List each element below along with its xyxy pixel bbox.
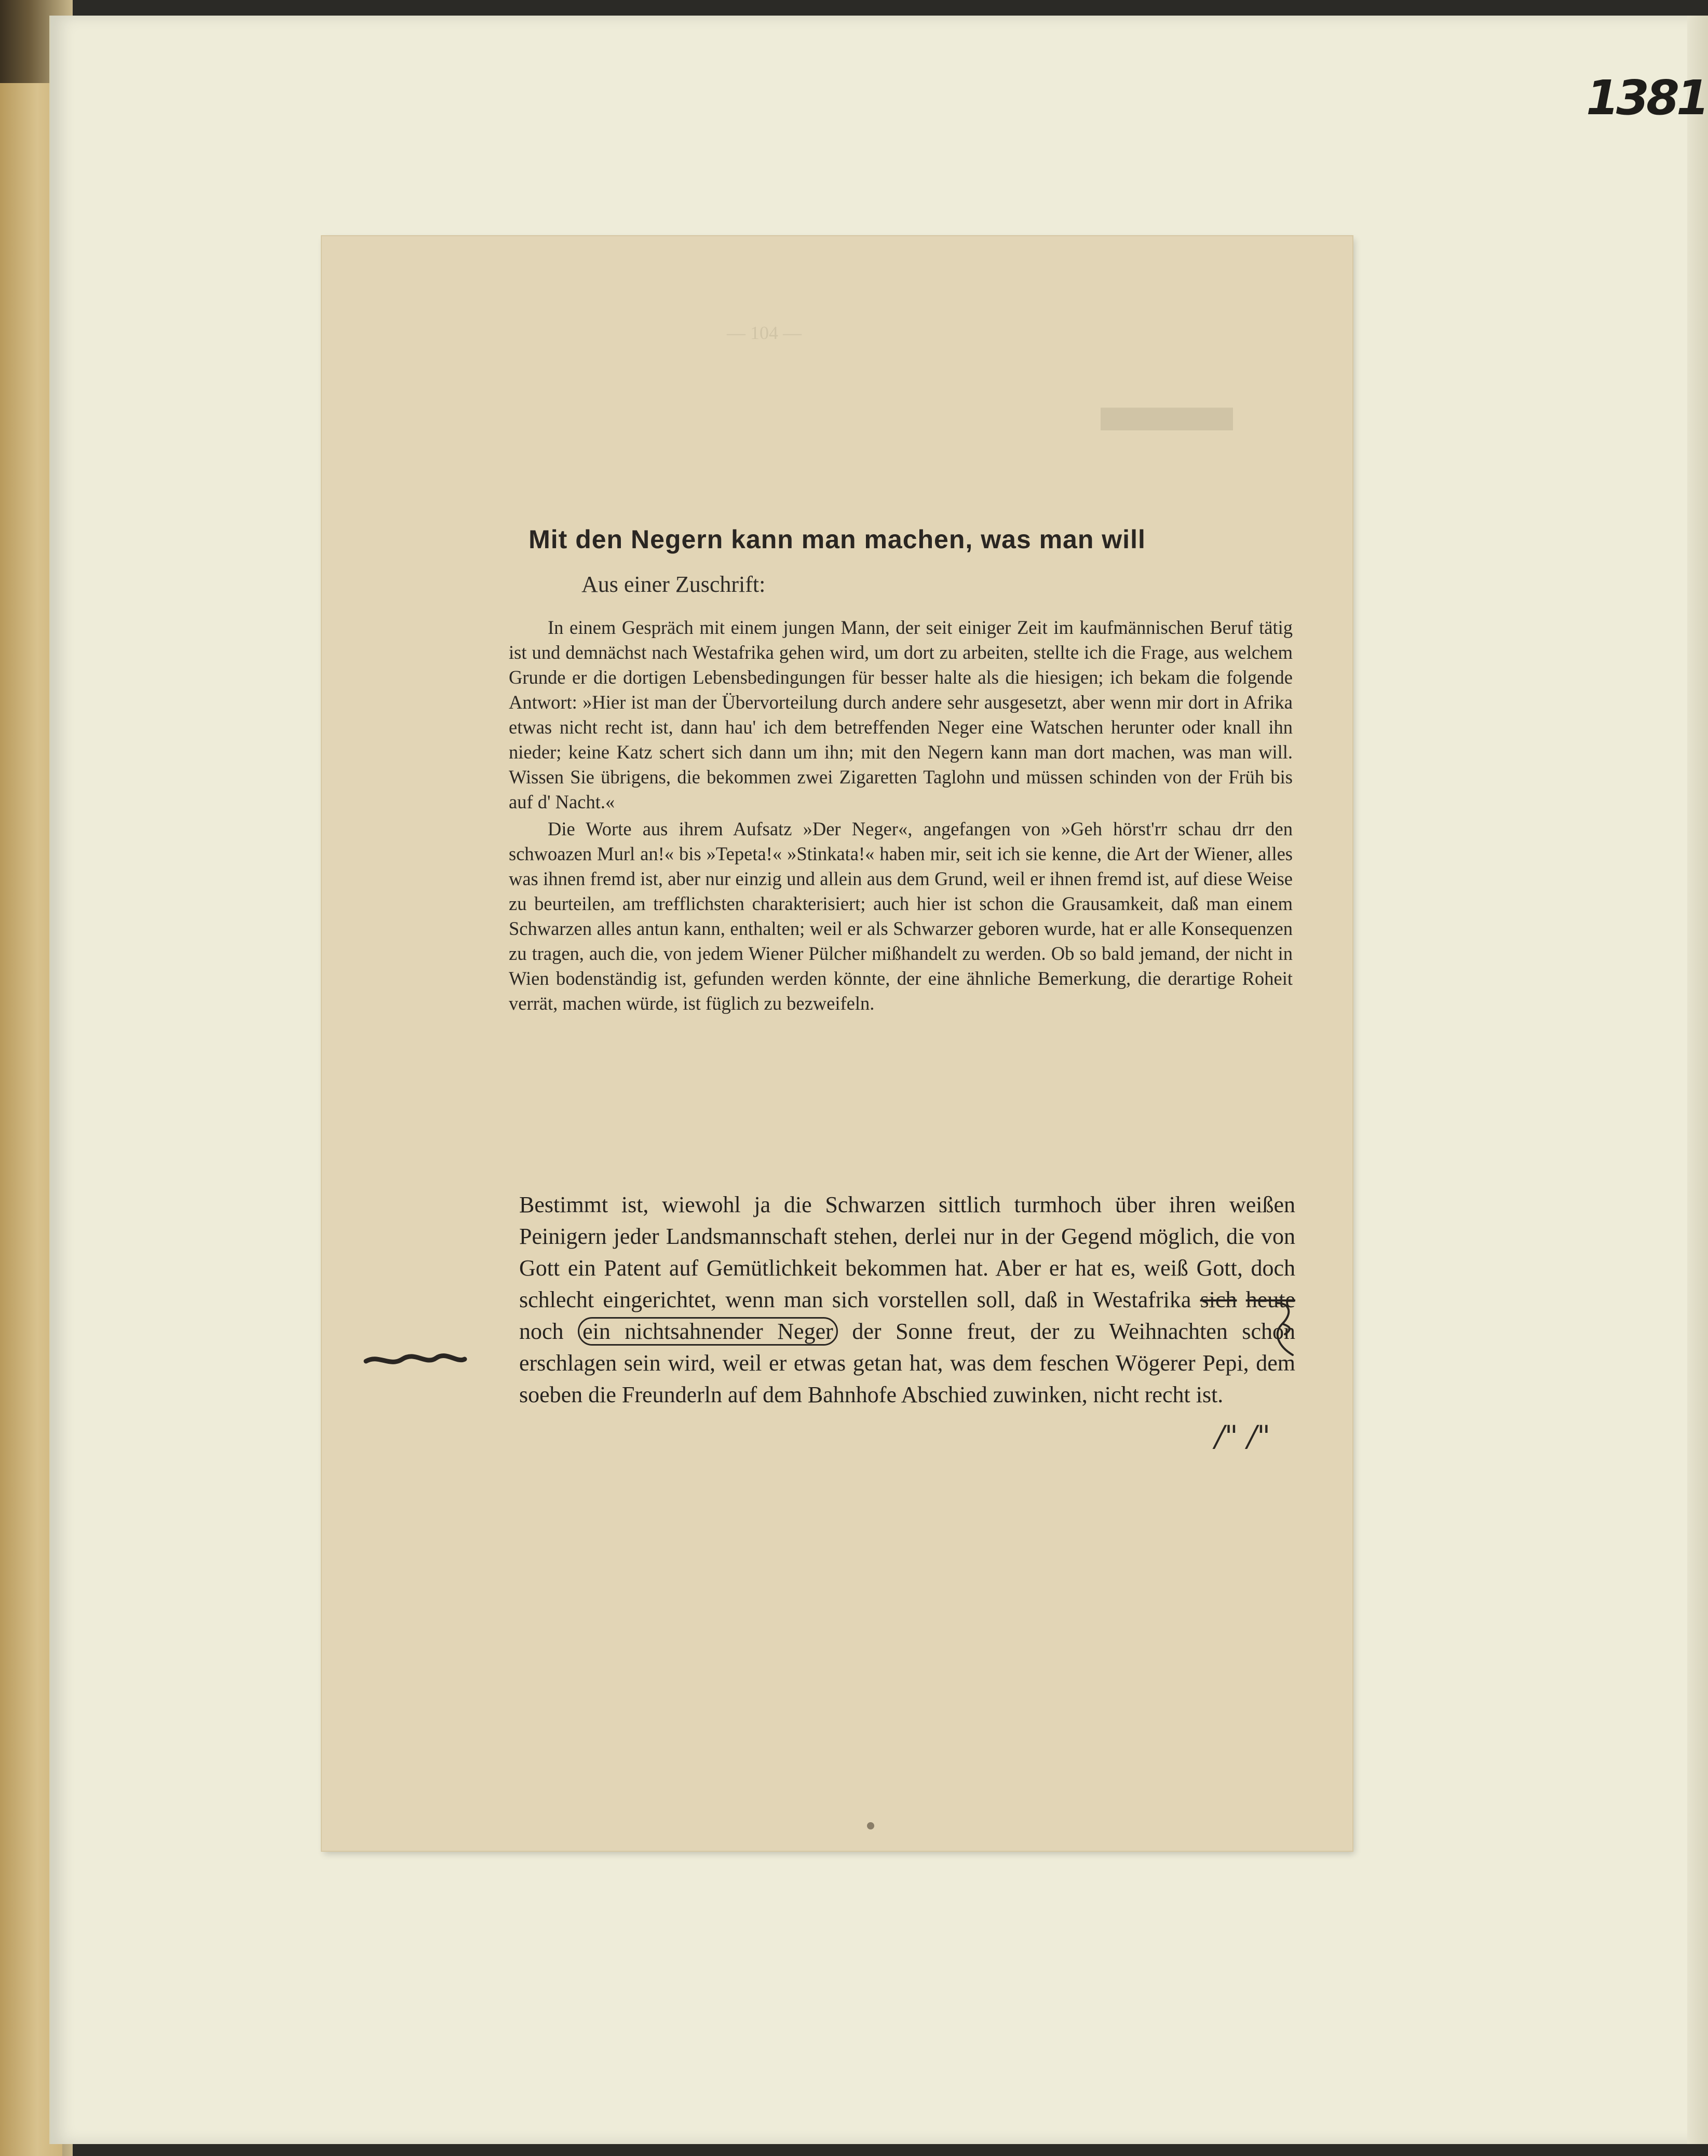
margin-quote-marks: /" /" <box>1215 1420 1271 1454</box>
show-through-text: — 104 — <box>727 322 802 343</box>
commentary-part: der Sonne freut, der zu Weihnachten schon erschlagen sein wird, weil er etwas getan hat, was dem feschen Wögerer Pepi, dem soeben die Freunderln auf dem Bahnhofe Abschied zuwinken, nicht recht ist. <box>519 1319 1296 1407</box>
commentary-part: noch <box>519 1319 564 1344</box>
page-number: 1381 <box>1586 70 1707 126</box>
struck-word: heute <box>1245 1287 1296 1312</box>
letter-paragraph: Die Worte aus ihrem Aufsatz »Der Neger«, angefangen von »Geh hörst'rr schau drr den schwoazen Murl an!« bis »Tepeta!« »Stinkata!« haben mir, seit ich sie kenne, die Art der Wiener, alles was ihnen fremd ist, aber nur einzig und allein aus dem Grund, weil er ihnen fremd ist, auf diese Weise zu beurteilen, am trefflichsten charakterisiert; auch hier ist schon die Grausamkeit, daß man einem Schwarzen alles antun kann, enthalten; weil er als Schwarzer geboren wurde, hat er alle Konsequenzen zu tragen, auch die, von jedem Wiener Pülcher mißhandelt zu werden. Ob so bald jemand, der nicht in Wien bodenständig ist, gefunden werden könnte, der eine ähnliche Bemerkung, die derartige Roheit verrät, machen würde, ist füglich zu bezweifeln. <box>509 818 1293 1014</box>
newspaper-clipping <box>322 236 1352 1851</box>
commentary-text <box>519 1189 1295 1411</box>
show-through-text: ██████████ <box>1101 408 1233 429</box>
paper-spot <box>867 1822 874 1829</box>
commentary-part: Bestimmt ist, wiewohl ja die Schwarzen sittlich turmhoch über ihren weißen Peinigern jeder Landsmannschaft stehen, derlei nur in der Gegend möglich, die von Gott ein Patent auf Gemütlichkeit bekommen hat. Aber er hat es, weiß Gott, doch schlecht eingerichtet, wenn man sich vorstellen soll, daß in Westafrika <box>519 1192 1295 1312</box>
page-edge <box>1687 16 1708 2144</box>
article-heading: Mit den Negern kann man machen, was man will <box>528 525 1146 554</box>
letter-paragraph: In einem Gespräch mit einem jungen Mann, der seit einiger Zeit im kaufmännischen Beruf tätig ist und demnächst nach Westafrika gehen wird, um dort zu arbeiten, stellte ich die Frage, aus welchem Grunde er die dortigen Lebensbedingungen für besser halte als die hiesigen; ich bekam die folgende Antwort: »Hier ist man der Übervorteilung durch andere sehr ausgesetzt, aber wenn mir dort in Afrika etwas nicht recht ist, dann hau' ich dem betreffenden Neger eine Watschen herunter oder knall ihn nieder; keine Katz schert sich dann um ihn; mit den Negern kann man dort machen, was man will. Wissen Sie übrigens, die bekommen zwei Zigaretten Taglohn und müssen schinden von der Früh bis auf d' Nacht.« <box>509 617 1293 812</box>
margin-scribble-icon <box>363 1350 467 1371</box>
commentary-paragraph <box>519 1189 1295 1411</box>
article-subheading: Aus einer Zuschrift: <box>581 572 766 597</box>
letter-text <box>509 615 1293 1018</box>
correction-mark-icon <box>1262 1298 1303 1360</box>
bracketed-insertion: ein nichtsahnender Neger <box>578 1317 838 1346</box>
struck-word: sich <box>1200 1287 1237 1312</box>
